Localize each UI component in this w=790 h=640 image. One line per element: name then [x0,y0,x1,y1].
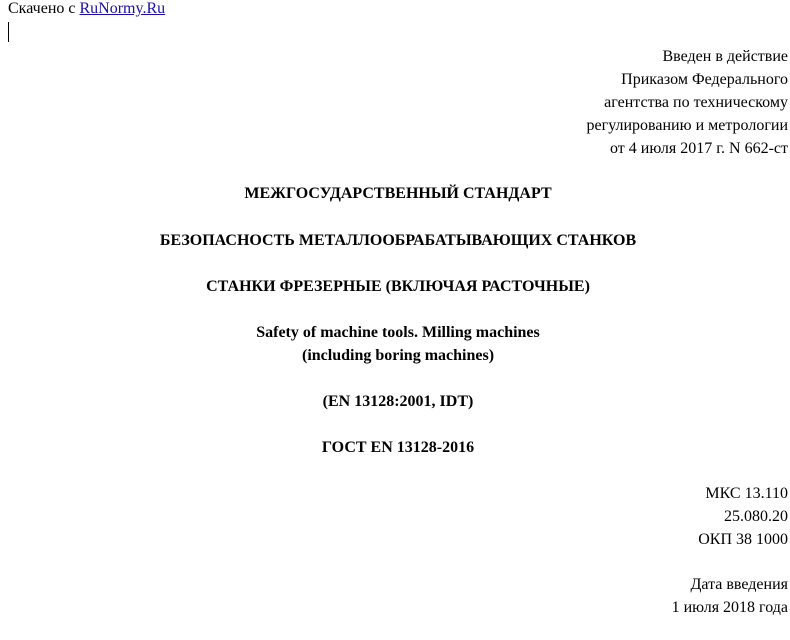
english-title-line-2: (including boring machines) [301,347,495,364]
gost-designation: ГОСТ EN 13128-2016 [321,439,475,456]
en-reference: (EN 13128:2001, IDT) [322,393,474,410]
milling-machines-heading: СТАНКИ ФРЕЗЕРНЫЕ (ВКЛЮЧАЯ РАСТОЧНЫЕ) [206,278,590,295]
safety-heading: БЕЗОПАСНОСТЬ МЕТАЛЛООБРАБАТЫВАЮЩИХ СТАНКОВ [159,232,637,249]
enactment-line-5: от 4 июля 2017 г. N 662-ст [610,140,788,157]
enactment-line-3: агентства по техническому [604,94,788,111]
runormy-link[interactable]: RuNormy.Ru [79,0,166,17]
text-cursor [8,22,9,42]
english-title [0,321,790,367]
enactment-line-4: регулированию и метрологии [586,117,788,134]
mks-code-2: 25.080.20 [724,508,788,525]
english-title-line-1: Safety of machine tools. Milling machines [256,324,540,341]
download-source-line [8,0,165,18]
mks-code: МКС 13.110 [705,485,788,502]
okp-code: ОКП 38 1000 [698,531,788,548]
effective-date-value: 1 июля 2018 года [671,599,788,616]
classification-codes [698,482,788,551]
download-prefix: Скачено с [8,0,80,17]
effective-date-label: Дата введения [690,576,788,593]
enactment-line-1: Введен в действие [662,48,788,65]
enactment-block [587,45,788,160]
effective-date-block [672,573,788,619]
interstate-standard-heading: МЕЖГОСУДАРСТВЕННЫЙ СТАНДАРТ [244,185,552,202]
enactment-line-2: Приказом Федерального [621,71,788,88]
